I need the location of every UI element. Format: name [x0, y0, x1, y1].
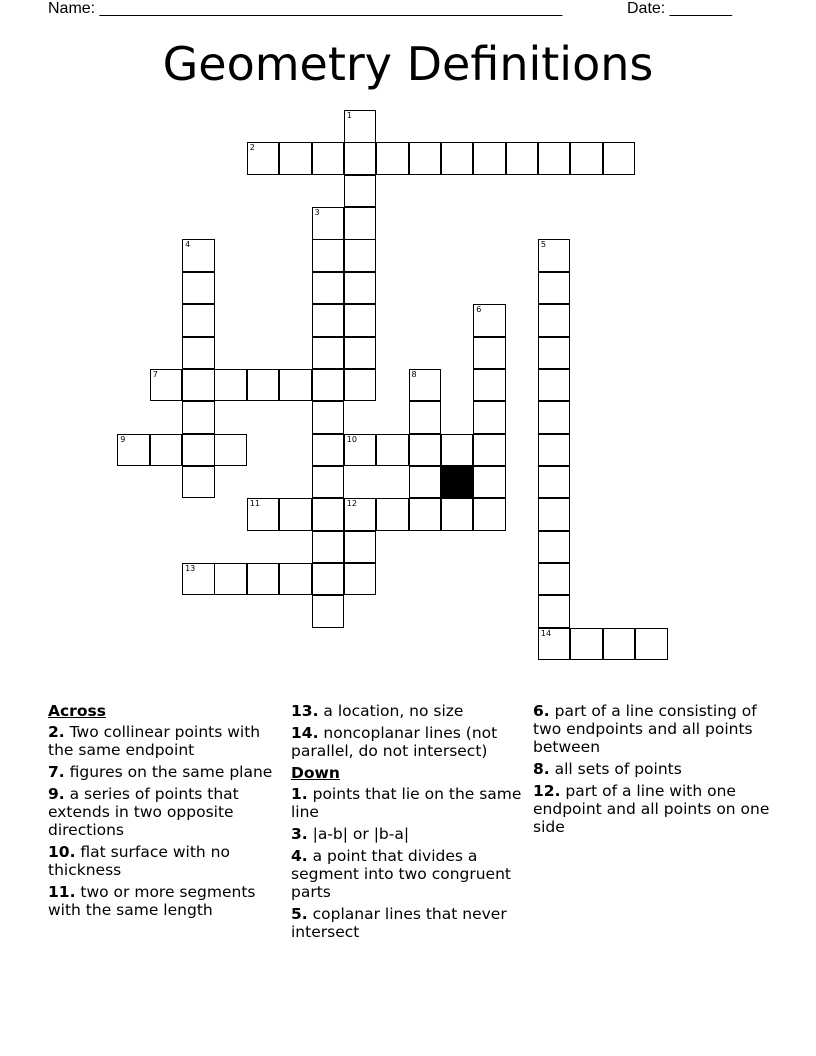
grid-cell[interactable] — [182, 401, 215, 434]
grid-cell[interactable] — [247, 498, 280, 531]
grid-cell[interactable] — [182, 239, 215, 272]
clue-item — [291, 785, 523, 821]
grid-cell[interactable] — [312, 466, 345, 499]
black-cell — [441, 466, 474, 499]
grid-cell[interactable] — [538, 337, 571, 370]
grid-cell[interactable] — [279, 142, 312, 175]
grid-cell[interactable] — [473, 142, 506, 175]
clue-item-text: a location, no size — [318, 702, 464, 720]
clue-item — [291, 724, 523, 760]
grid-cell[interactable] — [376, 142, 409, 175]
clue-item-number: 4. — [291, 847, 308, 865]
clue-item — [533, 782, 773, 836]
clue-number: 8 — [411, 369, 417, 379]
clue-number: 6 — [476, 305, 482, 315]
grid-cell[interactable] — [570, 628, 603, 661]
clue-item — [533, 702, 773, 756]
grid-cell[interactable] — [441, 434, 474, 467]
clue-number: 12 — [346, 499, 357, 509]
grid-cell[interactable] — [473, 401, 506, 434]
name-label: Name: ____________________________________________________ — [48, 0, 563, 17]
grid-cell[interactable] — [312, 369, 345, 402]
grid-cell[interactable] — [312, 563, 345, 596]
clue-number: 4 — [185, 240, 191, 250]
clue-item-text: part of a line with one endpoint and all points on one side — [533, 782, 770, 836]
grid-cell[interactable] — [247, 563, 280, 596]
grid-cell[interactable] — [312, 401, 345, 434]
grid-cell[interactable] — [473, 304, 506, 337]
clue-item-text: figures on the same plane — [64, 763, 273, 781]
grid-cell[interactable] — [538, 595, 571, 628]
clue-number: 1 — [346, 111, 352, 120]
grid-cell[interactable] — [635, 628, 668, 661]
grid-cell[interactable] — [603, 628, 636, 661]
clue-item — [48, 723, 280, 759]
grid-cell[interactable] — [473, 434, 506, 467]
clue-item-number: 14. — [291, 724, 319, 742]
clue-item-text: a point that divides a segment into two congruent parts — [291, 847, 511, 901]
clue-item — [48, 843, 280, 879]
grid-cell[interactable] — [538, 304, 571, 337]
clue-item — [48, 763, 280, 781]
grid-cell[interactable] — [409, 434, 442, 467]
grid-cell[interactable] — [247, 142, 280, 175]
grid-cell[interactable] — [182, 272, 215, 305]
grid-cell[interactable] — [538, 239, 571, 272]
grid-cell[interactable] — [376, 498, 409, 531]
grid-cell[interactable] — [473, 466, 506, 499]
clue-item-text: part of a line consisting of two endpoints and all points between — [533, 702, 757, 756]
page-title: Geometry Definitions — [162, 37, 654, 91]
grid-cell[interactable] — [214, 434, 247, 467]
grid-cell[interactable] — [344, 207, 377, 240]
grid-cell[interactable] — [279, 369, 312, 402]
clue-number: 11 — [249, 499, 260, 509]
grid-cell[interactable] — [182, 337, 215, 370]
grid-cell[interactable] — [117, 434, 150, 467]
clues-column-3 — [533, 702, 773, 840]
clue-item-text: all sets of points — [549, 760, 682, 778]
grid-cell[interactable] — [312, 239, 345, 272]
grid-cell[interactable] — [376, 434, 409, 467]
grid-cell[interactable] — [344, 175, 377, 208]
clue-number: 3 — [314, 208, 320, 218]
grid-cell[interactable] — [312, 498, 345, 531]
grid-cell[interactable] — [344, 563, 377, 596]
clue-item-text: |a-b| or |b-a| — [307, 825, 410, 843]
grid-cell[interactable] — [344, 272, 377, 305]
grid-cell[interactable] — [441, 142, 474, 175]
grid-cell[interactable] — [538, 628, 571, 661]
grid-cell[interactable] — [182, 369, 215, 402]
grid-cell[interactable] — [214, 369, 247, 402]
grid-cell[interactable] — [312, 207, 345, 240]
grid-cell[interactable] — [182, 466, 215, 499]
clue-item — [291, 825, 523, 843]
clue-item-text: coplanar lines that never intersect — [291, 905, 507, 941]
clue-item-number: 10. — [48, 843, 76, 861]
grid-cell[interactable] — [473, 337, 506, 370]
grid-cell[interactable] — [150, 369, 183, 402]
grid-cell[interactable] — [473, 369, 506, 402]
clues-column-1 — [48, 702, 280, 923]
grid-cell[interactable] — [506, 142, 539, 175]
grid-cell[interactable] — [441, 498, 474, 531]
grid-cell[interactable] — [538, 272, 571, 305]
grid-cell[interactable] — [312, 272, 345, 305]
clue-item — [291, 905, 523, 941]
clue-number: 5 — [540, 240, 546, 250]
grid-cell[interactable] — [473, 498, 506, 531]
grid-cell[interactable] — [182, 563, 215, 596]
grid-cell[interactable] — [247, 369, 280, 402]
grid-cell[interactable] — [538, 531, 571, 564]
clue-item-number: 8. — [533, 760, 550, 778]
grid-cell[interactable] — [538, 369, 571, 402]
clue-item-number: 6. — [533, 702, 550, 720]
clue-item-text: points that lie on the same line — [291, 785, 522, 821]
grid-cell[interactable] — [409, 401, 442, 434]
grid-cell[interactable] — [538, 142, 571, 175]
grid-cell[interactable] — [538, 466, 571, 499]
clue-item-number: 5. — [291, 905, 308, 923]
grid-cell[interactable] — [182, 434, 215, 467]
clue-number: 9 — [120, 434, 126, 444]
clue-item-text: Two collinear points with the same endpoint — [48, 723, 261, 759]
clue-item-number: 12. — [533, 782, 561, 800]
clue-item — [291, 847, 523, 901]
grid-cell[interactable] — [409, 142, 442, 175]
grid-cell[interactable] — [538, 563, 571, 596]
grid-cell[interactable] — [344, 498, 377, 531]
grid-cell[interactable] — [344, 304, 377, 337]
grid-cell[interactable] — [344, 434, 377, 467]
grid-cell[interactable] — [279, 563, 312, 596]
clue-number: 14 — [540, 628, 552, 638]
down-heading: Down — [291, 764, 340, 782]
clue-item — [533, 760, 773, 778]
clue-item-number: 2. — [48, 723, 65, 741]
grid-cell[interactable] — [603, 142, 636, 175]
clue-item-text: a series of points that extends in two opposite directions — [48, 785, 239, 839]
clue-number: 7 — [152, 369, 158, 379]
grid-cell[interactable] — [312, 531, 345, 564]
clue-item-text: noncoplanar lines (not parallel, do not intersect) — [291, 724, 498, 760]
clue-item — [291, 702, 523, 720]
grid-cell[interactable] — [409, 369, 442, 402]
clue-item-number: 7. — [48, 763, 65, 781]
grid-cell[interactable] — [312, 304, 345, 337]
grid-cell[interactable] — [409, 466, 442, 499]
clues-column-2 — [291, 702, 523, 945]
clue-item-text: two or more segments with the same length — [48, 883, 256, 919]
grid-cell[interactable] — [538, 401, 571, 434]
grid-cell[interactable] — [182, 304, 215, 337]
clue-item-number: 11. — [48, 883, 76, 901]
grid-cell[interactable] — [214, 563, 247, 596]
grid-cell[interactable] — [344, 337, 377, 370]
grid-cell[interactable] — [312, 337, 345, 370]
clue-item-number: 3. — [291, 825, 308, 843]
clue-item-number: 9. — [48, 785, 65, 803]
grid-cell[interactable] — [538, 434, 571, 467]
grid-cell[interactable] — [312, 142, 345, 175]
clue-number: 10 — [346, 434, 357, 444]
date-label: Date: _______ — [627, 0, 732, 17]
grid-cell[interactable] — [570, 142, 603, 175]
grid-cell[interactable] — [344, 142, 377, 175]
grid-cell[interactable] — [312, 595, 345, 628]
clue-number: 13 — [185, 563, 196, 573]
clue-item — [48, 883, 280, 919]
clue-number: 2 — [249, 143, 255, 153]
clue-item-number: 1. — [291, 785, 308, 803]
clue-item-text: flat surface with no thickness — [48, 843, 230, 879]
grid-cell[interactable] — [538, 498, 571, 531]
grid-cell[interactable] — [409, 498, 442, 531]
grid-cell[interactable] — [344, 531, 377, 564]
grid-cell[interactable] — [279, 498, 312, 531]
grid-cell[interactable] — [344, 239, 377, 272]
clue-item — [48, 785, 280, 839]
grid-cell[interactable] — [344, 369, 377, 402]
grid-cell[interactable] — [312, 434, 345, 467]
grid-cell[interactable] — [344, 110, 377, 143]
grid-cell[interactable] — [150, 434, 183, 467]
clue-item-number: 13. — [291, 702, 319, 720]
across-heading: Across — [48, 702, 106, 720]
